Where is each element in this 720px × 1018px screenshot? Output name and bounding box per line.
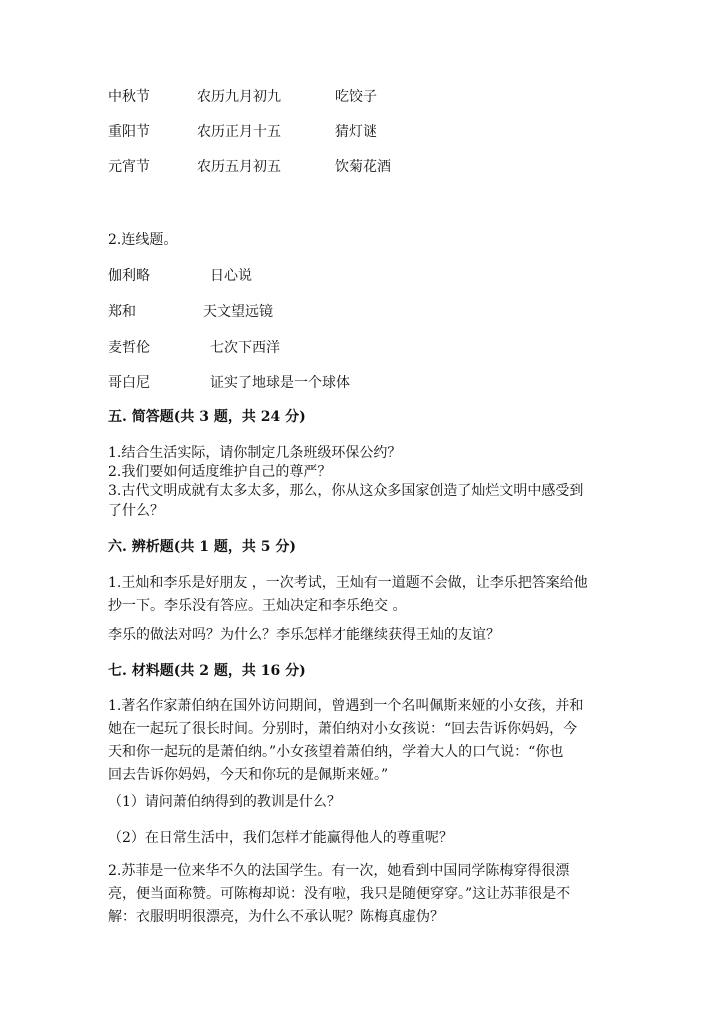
matching-right-item: 证实了地球是一个球体 bbox=[210, 375, 350, 391]
question-text: 李乐的做法对吗？为什么？李乐怎样才能继续获得王灿的友谊？ bbox=[108, 627, 500, 643]
text-line: 抄一下。李乐没有答应。王灿决定和李乐绝交 。 bbox=[108, 598, 407, 614]
matching-right-item: 天文望远镜 bbox=[203, 304, 273, 320]
festival-custom: 饮菊花酒 bbox=[335, 159, 391, 175]
section-heading: 六. 辨析题(共 1 题，共 5 分) bbox=[108, 539, 296, 555]
text-line: 1.王灿和李乐是好朋友 ，一次考试，王灿有一道题不会做，让李乐把答案给他 bbox=[108, 575, 588, 591]
matching-right-item: 七次下西洋 bbox=[210, 340, 280, 356]
festival-name: 中秋节 bbox=[108, 89, 150, 105]
text-line: 了什么？ bbox=[108, 503, 164, 519]
matching-left-item: 麦哲伦 bbox=[108, 340, 150, 356]
material-text bbox=[108, 860, 613, 929]
text-line: 回去告诉你妈妈，今天和你玩的是佩斯来娅。” bbox=[108, 767, 389, 783]
festival-date: 农历九月初九 bbox=[197, 89, 281, 105]
section-heading: 五. 简答题(共 3 题，共 24 分) bbox=[108, 409, 306, 425]
question-text bbox=[108, 572, 613, 618]
matching-right-item: 日心说 bbox=[210, 268, 252, 284]
text-line: 解：衣服明明很漂亮，为什么不承认呢？陈梅真虚伪？ bbox=[108, 909, 444, 925]
matching-left-item: 哥白尼 bbox=[108, 375, 150, 391]
question-text: 2.我们要如何适度维护自己的尊严？ bbox=[108, 464, 332, 480]
text-line: 1.著名作家萧伯纳在国外访问期间，曾遇到一个名叫佩斯来娅的小女孩，并和 bbox=[108, 698, 584, 714]
festival-date: 农历正月十五 bbox=[197, 124, 281, 140]
sub-question: （2）在日常生活中，我们怎样才能赢得他人的尊重呢？ bbox=[108, 830, 453, 846]
question-text: 1.结合生活实际，请你制定几条班级环保公约？ bbox=[108, 445, 402, 461]
text-line: 3.古代文明成就有太多太多，那么，你从这众多国家创造了灿烂文明中感受到 bbox=[108, 483, 584, 499]
section-heading: 七. 材料题(共 2 题，共 16 分) bbox=[108, 663, 306, 679]
material-text bbox=[108, 695, 613, 787]
text-line: 天和你一起玩的是萧伯纳。”小女孩望着萧伯纳，学着大人的口气说：“你也 bbox=[108, 744, 564, 760]
festival-custom: 猜灯谜 bbox=[335, 124, 377, 140]
matching-label: 2.连线题。 bbox=[108, 232, 178, 248]
festival-name: 元宵节 bbox=[108, 159, 150, 175]
question-text bbox=[108, 481, 613, 521]
text-line: 2.苏菲是一位来华不久的法国学生。有一次，她看到中国同学陈梅穿得很漂 bbox=[108, 863, 570, 879]
festival-date: 农历五月初五 bbox=[197, 159, 281, 175]
matching-left-item: 伽利略 bbox=[108, 268, 150, 284]
matching-left-item: 郑和 bbox=[108, 304, 136, 320]
sub-question: （1）请问萧伯纳得到的教训是什么？ bbox=[108, 794, 341, 810]
festival-name: 重阳节 bbox=[108, 124, 150, 140]
text-line: 她在一起玩了很长时间。分别时，萧伯纳对小女孩说：“回去告诉你妈妈，今 bbox=[108, 721, 578, 737]
text-line: 亮，便当面称赞。可陈梅却说：没有啦，我只是随便穿穿。”这让苏菲很是不 bbox=[108, 886, 571, 902]
festival-custom: 吃饺子 bbox=[335, 89, 377, 105]
